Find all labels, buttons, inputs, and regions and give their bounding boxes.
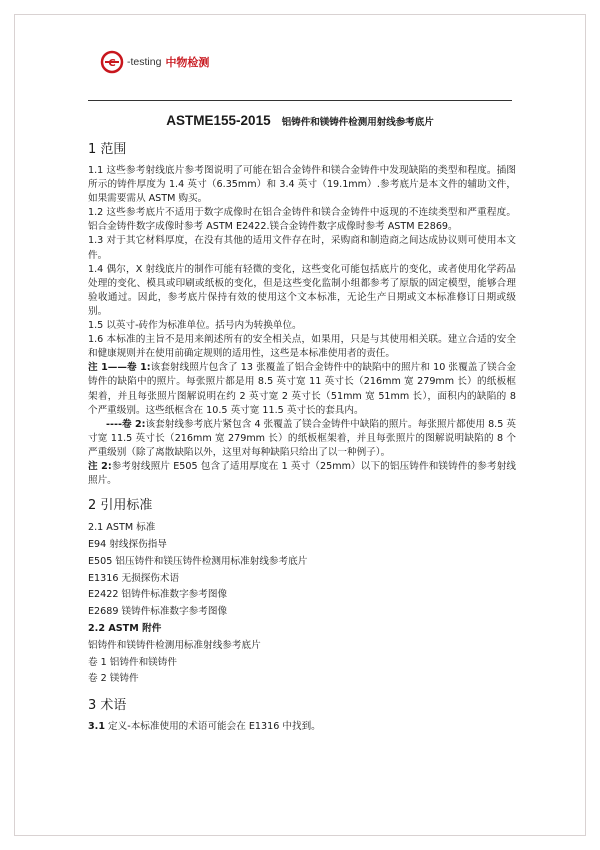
reference-item: E2422 铝铸件标准数字参考图像: [88, 589, 228, 601]
logo-chinese-name: 中物检测: [165, 56, 210, 69]
paragraph-1-4: 1.4 偶尔，X 射线底片的制作可能有轻微的变化，这些变化可能包括底片的变化，或者使用化学药品处理的变化、模具或印刷或纸板的变化，但是这些变化监制小组都参考了原版的固定模型，能够合理验收通过。因此，参考底片保持有效的使用这个文本标准，无论生产日期或文本标准修订日期或级别。: [88, 263, 516, 317]
reference-item: E505 铝压铸件和镁压铸件检测用标准射线参考底片: [88, 555, 308, 567]
document-body: [88, 136, 516, 734]
svg-text:C: C: [108, 58, 116, 69]
header-divider: [88, 100, 512, 101]
section-3-heading: 3 术语: [88, 698, 127, 714]
section-1-heading: 1 范围: [88, 142, 127, 157]
volume-2-text: 该套射线参考底片紧包含 4 张覆盖了镁合金铸件中缺陷的照片。每张照片都使用 8.5 英寸宽 11.5 英寸长（216mm 宽 279mm 长）的纸板框架着，并且每张照片的图解说明缺陷的 8 个严重级别（除了离散缺陷以外，这里对每种缺陷只给出了以一种例子）。: [88, 418, 516, 458]
note-1-label: 注 1——卷 1:: [88, 362, 151, 374]
paragraph-3-1-label: 3.1: [88, 721, 105, 733]
paragraph-1-6: 1.6 本标准的主旨不是用来阐述所有的安全相关点，如果用，只是与其使用相关联。建立合适的安全和健康规则并在使用前确定规则的适用性，这些是本标准使用者的责任。: [88, 334, 516, 360]
volume-2-note: [88, 418, 516, 460]
paragraph-3-1: [88, 720, 516, 734]
note-2-text: 参考射线照片 E505 包含了适用厚度在 1 英寸（25mm）以下的铝压铸件和镁铸件的参考射线照片。: [88, 460, 516, 487]
paragraph-1-5: 1.5 以英寸-砖作为标准单位。括号内为转换单位。: [88, 320, 302, 332]
title-subtitle: 铝铸件和镁铸件检测用射线参考底片: [281, 117, 434, 128]
note-1-text: 该套射线照片包含了 13 张覆盖了铝合金铸件中的缺陷中的照片和 10 张覆盖了镁合金铸件的缺陷中的照片。每张照片都是用 8.5 英寸宽 11 英寸长（216mm 宽 279mm 长）的纸板框架着，并且每张照片图解说明在约 2 英寸宽 2 英寸长（51mm 宽 51mm 长），面积内的缺陷的 8 个严重级别。这些纸框含在 10.5 英寸宽 11.5 英寸长的套具内。: [88, 362, 516, 416]
note-2-label: 注 2:: [88, 460, 112, 472]
paragraph-3-1-text: 定义-本标准使用的术语可能会在 E1316 中找到。: [105, 721, 321, 733]
note-1: [88, 361, 516, 417]
volume-2-label: ----卷 2:: [106, 418, 146, 430]
reference-subheading: 2.2 ASTM 附件: [88, 622, 162, 634]
reference-item: 2.1 ASTM 标准: [88, 522, 156, 534]
reference-item: 卷 2 镁铸件: [88, 673, 139, 685]
logo-icon: [100, 50, 124, 74]
document-title: [0, 110, 600, 129]
note-2: [88, 460, 516, 488]
paragraph-1-3: 1.3 对于其它材料厚度，在没有其他的适用文件存在时，采购商和制造商之间达成协议则可使用本文件。: [88, 235, 516, 261]
logo-text: -testing: [127, 56, 162, 68]
references-list: [88, 520, 516, 688]
company-logo: [100, 50, 209, 74]
paragraph-1-1: 1.1 这些参考射线底片参考图说明了可能在铝合金铸件和镁合金铸件中发现缺陷的类型和程度。插图所示的铸件厚度为 1.4 英寸（6.35mm）和 3.4 英寸（19.1mm）.参考底片是本文件的辅助文件，如果需要需从 ASTM 购买。: [88, 165, 516, 205]
reference-item: 卷 1 铝铸件和镁铸件: [88, 656, 177, 668]
reference-item: 铝铸件和镁铸件检测用标准射线参考底片: [88, 639, 261, 651]
reference-item: E94 射线探伤指导: [88, 538, 167, 550]
reference-item: E2689 镁铸件标准数字参考图像: [88, 606, 228, 618]
paragraph-1-2: 1.2 这些参考底片不适用于数字成像时在铝合金铸件和镁合金铸件中返现的不连续类型和严重程度。铝合金铸件数字成像时参考 ASTM E2422.镁合金铸件数字成像时参考 ASTM E2869。: [88, 207, 516, 233]
section-2-heading: 2 引用标准: [88, 498, 153, 514]
reference-item: E1316 无损探伤术语: [88, 572, 180, 584]
title-standard-number: ASTME155-2015: [166, 113, 271, 128]
